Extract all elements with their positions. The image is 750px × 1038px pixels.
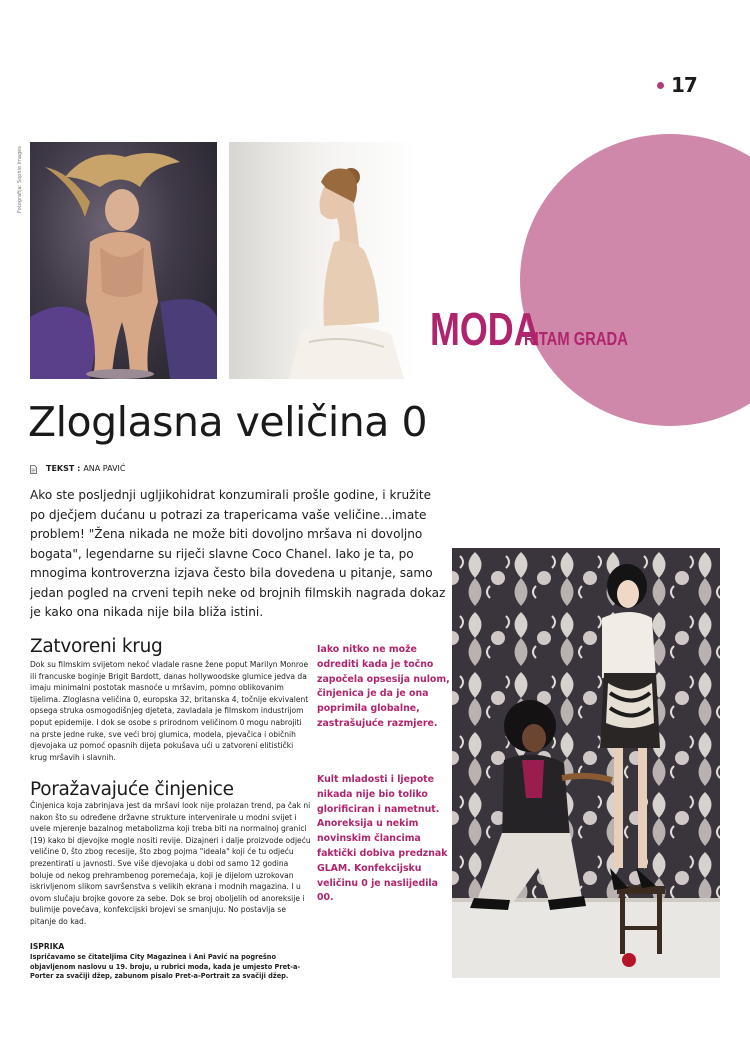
body-text-devastating-facts: Činjenica koja zabrinjava jest da mršavi look nije prolazan trend, pa čak ni nakon što su određene državne strukture intervenirale u modni svijet i uvele mjerenje bazalnog metabolizma koji treba biti na normalnoj granici (19) kako bi djevojke mogle nositi revije. Dizajneri i dalje proizvode odjeću veličine 0, što zbog recesije, što zbog pojma "ideala" koji će tu odjeću prezentirati u javnosti. Sve više djevojaka u dobi od samo 12 godina boluje od nekog prehrambenog poremećaja, koji je dijelom uzrokovan iskrivljenom slikom savršenstva s velikih ekrana i modnih magazina. I u ovom slučaju brojke govore za sebe. Dok se broj oboljelih od anoreksije i bulimije povećava, konfekcijski brojevi se smanjuju. No postavlja se pitanje do kad. [30,801,311,926]
correction-title: ISPRIKA [30,942,65,951]
photo-credit: Fotografija: Sophie Images [17,146,23,213]
fashion-photo-seated-model [30,142,217,379]
pull-quote: Iako nitko ne može odrediti kada je točno započela opsesija nulom, činjenica je da je ona poprimila globalne, zastrašujuće razmjere. [317,644,450,729]
section-title: MODA [430,303,540,355]
damask-scene-illustration [452,548,720,978]
byline [30,463,126,475]
byline-label: TEKST : [46,464,81,473]
pull-quote: Kult mladosti i ljepote nikada nije bio toliko glorificiran i nametnut. Anoreksija u nekim novinskim člancima faktički dobiva predznak GLAM. Konfekcijsku veličinu 0 je naslijedila 00. [317,774,448,904]
page-number: 17 [671,73,697,97]
lead-paragraph: Ako ste posljednji ugljikohidrat konzumirali prošle godine, i kružite po dječjem dućanu u potrazi za trapericama vaše veličine...imate problem! "Žena nikada ne može biti dovoljno mršava ni dovoljno bogata", legendarne su riječi slavne Coco Chanel. Iako je ta, po mnogima kontroverzna izjava često bila dovedena u pitanje, samo jedan pogled na crveni tepih neke od brojnih filmskih nagrada dokaz je kako ona nikada nije bila bliža istini. [30,488,446,619]
subheading-closed-circle: Zatvoreni krug [30,636,163,657]
bullet-dot-icon [657,82,664,89]
byline-author: ANA PAVIĆ [83,464,126,473]
article-headline: Zloglasna veličina 0 [28,398,428,446]
profile-model-illustration [229,142,416,379]
decorative-circle [520,134,750,426]
page-number-area [657,72,717,98]
section-label [430,298,651,355]
correction-text: Ispričavamo se čitateljima City Magazinea i Ani Pavić na pogrešno objavljenom naslovu u 19. broju, u rubrici moda, kada je umjesto Pret-a-Porter za svačiji džep, zabunom pisalo Pret-a-Portrait za svačiji džep. [30,953,301,981]
seated-model-illustration [30,142,217,379]
fashion-photo-damask-scene [452,548,720,978]
document-icon [30,465,37,474]
body-text-closed-circle: Dok su filmskim svijetom nekoć vladale rasne žene poput Marilyn Monroe ili francuske boginje Brigit Bardott, danas hollywoodske glumice jedva da imaju minimalni postotak masnoće u mršavim, pomno oblikovanim tijelima. Zloglasna veličina 0, europska 32, britanska 4, točnije ekvivalent opsega struka osmogodišnjeg djeteta, zavladala je filmskom industrijom poput epidemije. I dok se osobe s prirodnom veličinom 0 mogu nabrojiti na prste jedne ruke, sve veći broj glumica, modela, pjevačica i običnih djevojaka uz pomoć opasnih dijeta pokušava ući u zatvoreni elitistički krug mršavih i slavnih. [30,660,309,762]
subheading-devastating-facts: Poražavajuće činjenice [30,779,234,800]
section-subtitle: RITAM GRADA [524,329,628,349]
fashion-photo-profile-model [229,142,416,379]
